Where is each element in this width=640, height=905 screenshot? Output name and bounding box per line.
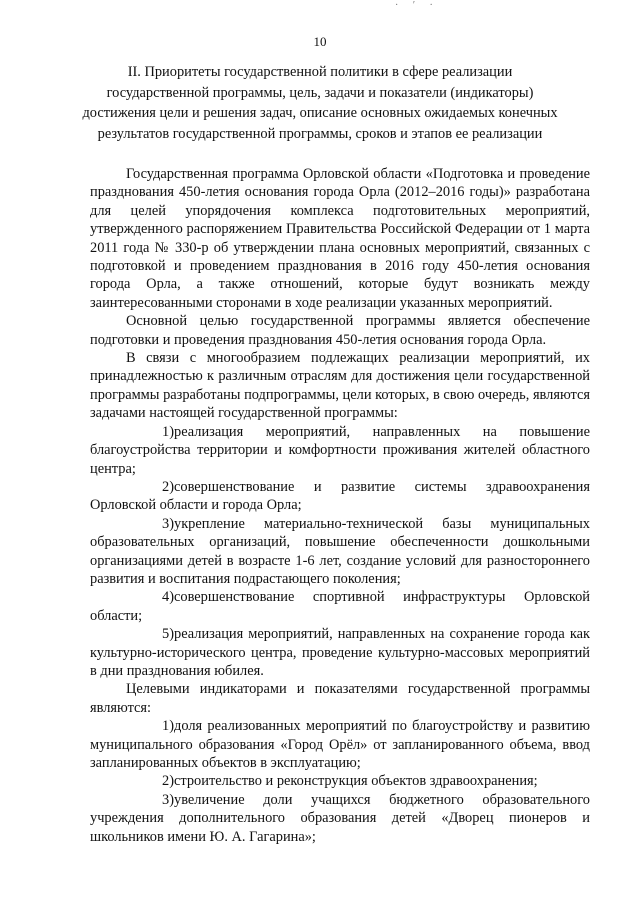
paragraph-tasks-intro: В связи с многообразием подлежащих реализации мероприятий, их принадлежностью к различным отраслям для достижения цели государственной программы разработаны подпрограммы, цели которых, в свою очередь, являются задачами настоящей государственной программы:: [90, 350, 590, 422]
indicator-item: [90, 791, 590, 846]
task-item: [90, 588, 590, 625]
indicator-number: 2): [162, 773, 174, 790]
indicator-item: [90, 772, 590, 790]
indicator-text: доля реализованных мероприятий по благоустройству и развитию муниципального образования «Город Орёл» от запланированного объема, ввод запланированных объектов в эксплуатацию;: [90, 718, 590, 771]
indicator-text: строительство и реконструкция объектов здравоохранения;: [174, 773, 538, 790]
indicator-number: 3): [162, 791, 174, 808]
task-number: 4): [162, 589, 174, 606]
task-text: укрепление материально-технической базы муниципальных образовательных организаций, повышение обеспеченности дошкольными организациями детей в возрасте 1-6 лет, создание условий для разностороннего развития и воспитания подрастающего поколения;: [90, 515, 590, 587]
paragraph-indicators-intro: Целевыми индикаторами и показателями государственной программы являются:: [90, 681, 590, 716]
task-number: 2): [162, 478, 174, 495]
indicator-text: увеличение доли учащихся бюджетного образовательного учреждения дополнительного образования детей «Дворец пионеров и школьников имени Ю. А. Гагарина»;: [90, 791, 590, 845]
paragraph-main-goal: Основной целью государственной программы является обеспечение подготовки и проведения празднования 450-летия основания города Орла.: [90, 313, 590, 348]
task-number: 1): [162, 423, 174, 440]
task-item: [90, 515, 590, 589]
page-number: 10: [313, 34, 327, 49]
task-number: 5): [162, 626, 174, 643]
body-text: [90, 165, 590, 846]
task-text: реализация мероприятий, направленных на сохранение города как культурно-исторического центра, проведение культурно-массовых мероприятий в дни празднования юбилея.: [90, 626, 590, 679]
task-text: совершенствование спортивной инфраструктуры Орловской области;: [90, 589, 590, 624]
section-title: II. Приоритеты государственной политики в сфере реализации государственной программы, цель, задачи и показатели (индикаторы) достижения цели и решения задач, описание основных ожидаемых конечных результатов государственной программы, сроков и этапов ее реализации: [82, 64, 558, 142]
task-text: реализация мероприятий, направленных на повышение благоустройства территории и комфортности проживания жителей областного центра;: [90, 423, 590, 477]
task-number: 3): [162, 515, 174, 532]
scan-artifact-marks: · ′ ·: [395, 0, 439, 11]
indicator-number: 1): [162, 718, 174, 735]
task-item: [90, 478, 590, 515]
paragraph-program-description: Государственная программа Орловской области «Подготовка и проведение празднования 450-летия основания города Орла (2012–2016 годы)» разработана для целей упорядочения комплекса подготовительных мероприятий, утвержденного распоряжением Правительства Российской Федерации от 1 марта 2011 года № 330-р об утверждении плана основных мероприятий, связанных с подготовкой и проведением празднования в 2016 году 450-летия основания города Орла, а также отношений, которые будут возникать между заинтересованными сторонами в ходе реализации указанных мероприятий.: [90, 166, 590, 311]
task-item: [90, 423, 590, 478]
task-text: совершенствование и развитие системы здравоохранения Орловской области и города Орла;: [90, 478, 590, 514]
indicator-item: [90, 717, 590, 772]
task-item: [90, 625, 590, 680]
